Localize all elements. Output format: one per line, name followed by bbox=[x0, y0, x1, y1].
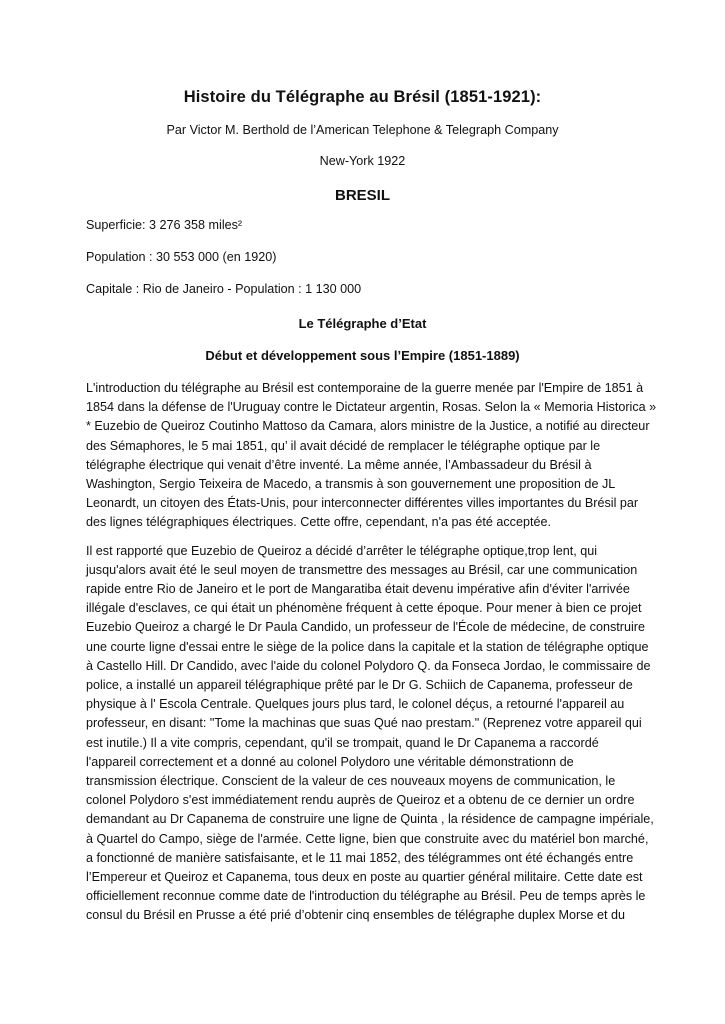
paragraph-line: a fonctionné de manière satisfaisante, et le 11 mai 1852, des télégrammes ont été échangés entre bbox=[86, 850, 634, 865]
paragraph-line: à Castello Hill. Dr Candido, avec l'aide du colonel Polydoro Q. da Fonseca Jordao, le commissaire de bbox=[86, 658, 651, 673]
paragraph-line: consul du Brésil en Prusse a été prié d’obtenir cinq ensembles de télégraphe duplex Morse et du bbox=[86, 908, 626, 923]
fact-population: Population : 30 553 000 (en 1920) bbox=[86, 250, 277, 264]
paragraph-line: télégraphe électrique qui venait d’être inventé. La même année, l’Ambassadeur du Brésil à bbox=[86, 457, 592, 472]
place-date: New-York 1922 bbox=[319, 154, 406, 168]
paragraph-line: physique à l' Escola Centrale. Quelques jours plus tard, le colonel déçus, a retourné l'appareil au bbox=[86, 697, 625, 712]
paragraph-line: demandant au Dr Capanema de construire une ligne de Quinta , la résidence de campagne impériale, bbox=[86, 812, 654, 827]
paragraph-line: Washington, Sergio Teixeira de Macedo, a transmis à son gouvernement une proposition de JL bbox=[86, 477, 616, 492]
paragraph-line: colonel Polydoro s'est immédiatement rendu auprès de Queiroz et a obtenu de ce dernier un ordre bbox=[86, 793, 635, 808]
paragraph-line: des Sémaphores, le 5 mai 1851, qu’ il avait décidé de remplacer le télégraphe optique par le bbox=[86, 438, 601, 453]
paragraph-line: Leonardt, un citoyen des États-Unis, pour interconnecter différentes villes importantes du Brésil par bbox=[86, 496, 639, 511]
paragraph-line: Euzebio Queiroz a chargé le Dr Paula Candido, un professeur de l'École de médecine, de construire bbox=[86, 620, 645, 635]
document-title: Histoire du Télégraphe au Brésil (1851-1921): bbox=[183, 88, 542, 106]
fact-capital: Capitale : Rio de Janeiro - Population : 1 130 000 bbox=[86, 282, 362, 296]
fact-area: Superficie: 3 276 358 miles² bbox=[86, 218, 243, 232]
paragraph-line: Il est rapporté que Euzebio de Queiroz a décidé d’arrêter le télégraphe optique,trop lent, qui bbox=[86, 543, 598, 558]
paragraph-line: l'appareil correctement et a donné au colonel Polydoro une véritable démonstrationn de bbox=[86, 754, 574, 769]
paragraph-line: l’Empereur et Queiroz et Capanema, tous deux en poste au quartier général militaire. Cette date est bbox=[86, 870, 643, 885]
section-heading: Le Télégraphe d’Etat bbox=[298, 316, 427, 331]
paragraph-line: jusqu'alors avait été le seul moyen de transmettre des messages au Brésil, car une communication bbox=[86, 562, 638, 577]
paragraph-line: à Quartel do Campo, siège de l'armée. Cette ligne, bien que construite avec du matériel bon marché, bbox=[86, 831, 649, 846]
paragraph-2 bbox=[86, 542, 654, 926]
paragraph-line: officiellement reconnue comme date de l'introduction du télégraphe au Brésil. Peu de temps après le bbox=[86, 889, 646, 904]
paragraph-line: est inutile.) Il a vite compris, cependant, qu'il se trompait, quand le Dr Capanema a raccordé bbox=[86, 735, 599, 750]
paragraph-line: illégale d'esclaves, ce qui était un phénomène fréquent à cette époque. Pour mener à bien ce projet bbox=[86, 601, 642, 616]
subsection-heading: Début et développement sous l’Empire (1851-1889) bbox=[205, 348, 520, 363]
paragraph-line: une courte ligne d'essai entre le siège de la police dans la capitale et la station de télégraphe optique bbox=[86, 639, 649, 654]
paragraph-line: rapide entre Rio de Janeiro et le port de Mangaratiba était devenu impérative afin d'éviter l'arrivée bbox=[86, 582, 630, 597]
paragraph-line: professeur, en disant: "Tome la machinas que suas Qué nao prestam." (Reprenez votre appareil qui bbox=[86, 716, 642, 731]
paragraph-1 bbox=[86, 379, 657, 533]
paragraph-line: L'introduction du télégraphe au Brésil est contemporaine de la guerre menée par l'Empire de 1851 à bbox=[86, 381, 644, 395]
paragraph-line: transmission électrique. Conscient de la valeur de ces nouveaux moyens de communication, le bbox=[86, 774, 616, 789]
paragraph-line: police, a installé un appareil télégraphique prêté par le Dr G. Schiich de Capanema, professeur de bbox=[86, 678, 633, 693]
body-text bbox=[86, 379, 657, 926]
paragraph-line: des lignes télégraphiques électriques. Cette offre, cependant, n'a pas été acceptée. bbox=[86, 515, 551, 530]
author-byline: Par Victor M. Berthold de l’American Telephone & Telegraph Company bbox=[166, 123, 559, 137]
paragraph-line: 1854 dans la défense de l'Uruguay contre le Dictateur argentin, Rosas. Selon la « Memoria Historica » bbox=[86, 400, 657, 415]
country-heading: BRESIL bbox=[334, 187, 390, 204]
paragraph-line: * Euzebio de Queiroz Coutinho Mattoso da Camara, alors ministre de la Justice, a notifié au directeur bbox=[86, 419, 650, 434]
